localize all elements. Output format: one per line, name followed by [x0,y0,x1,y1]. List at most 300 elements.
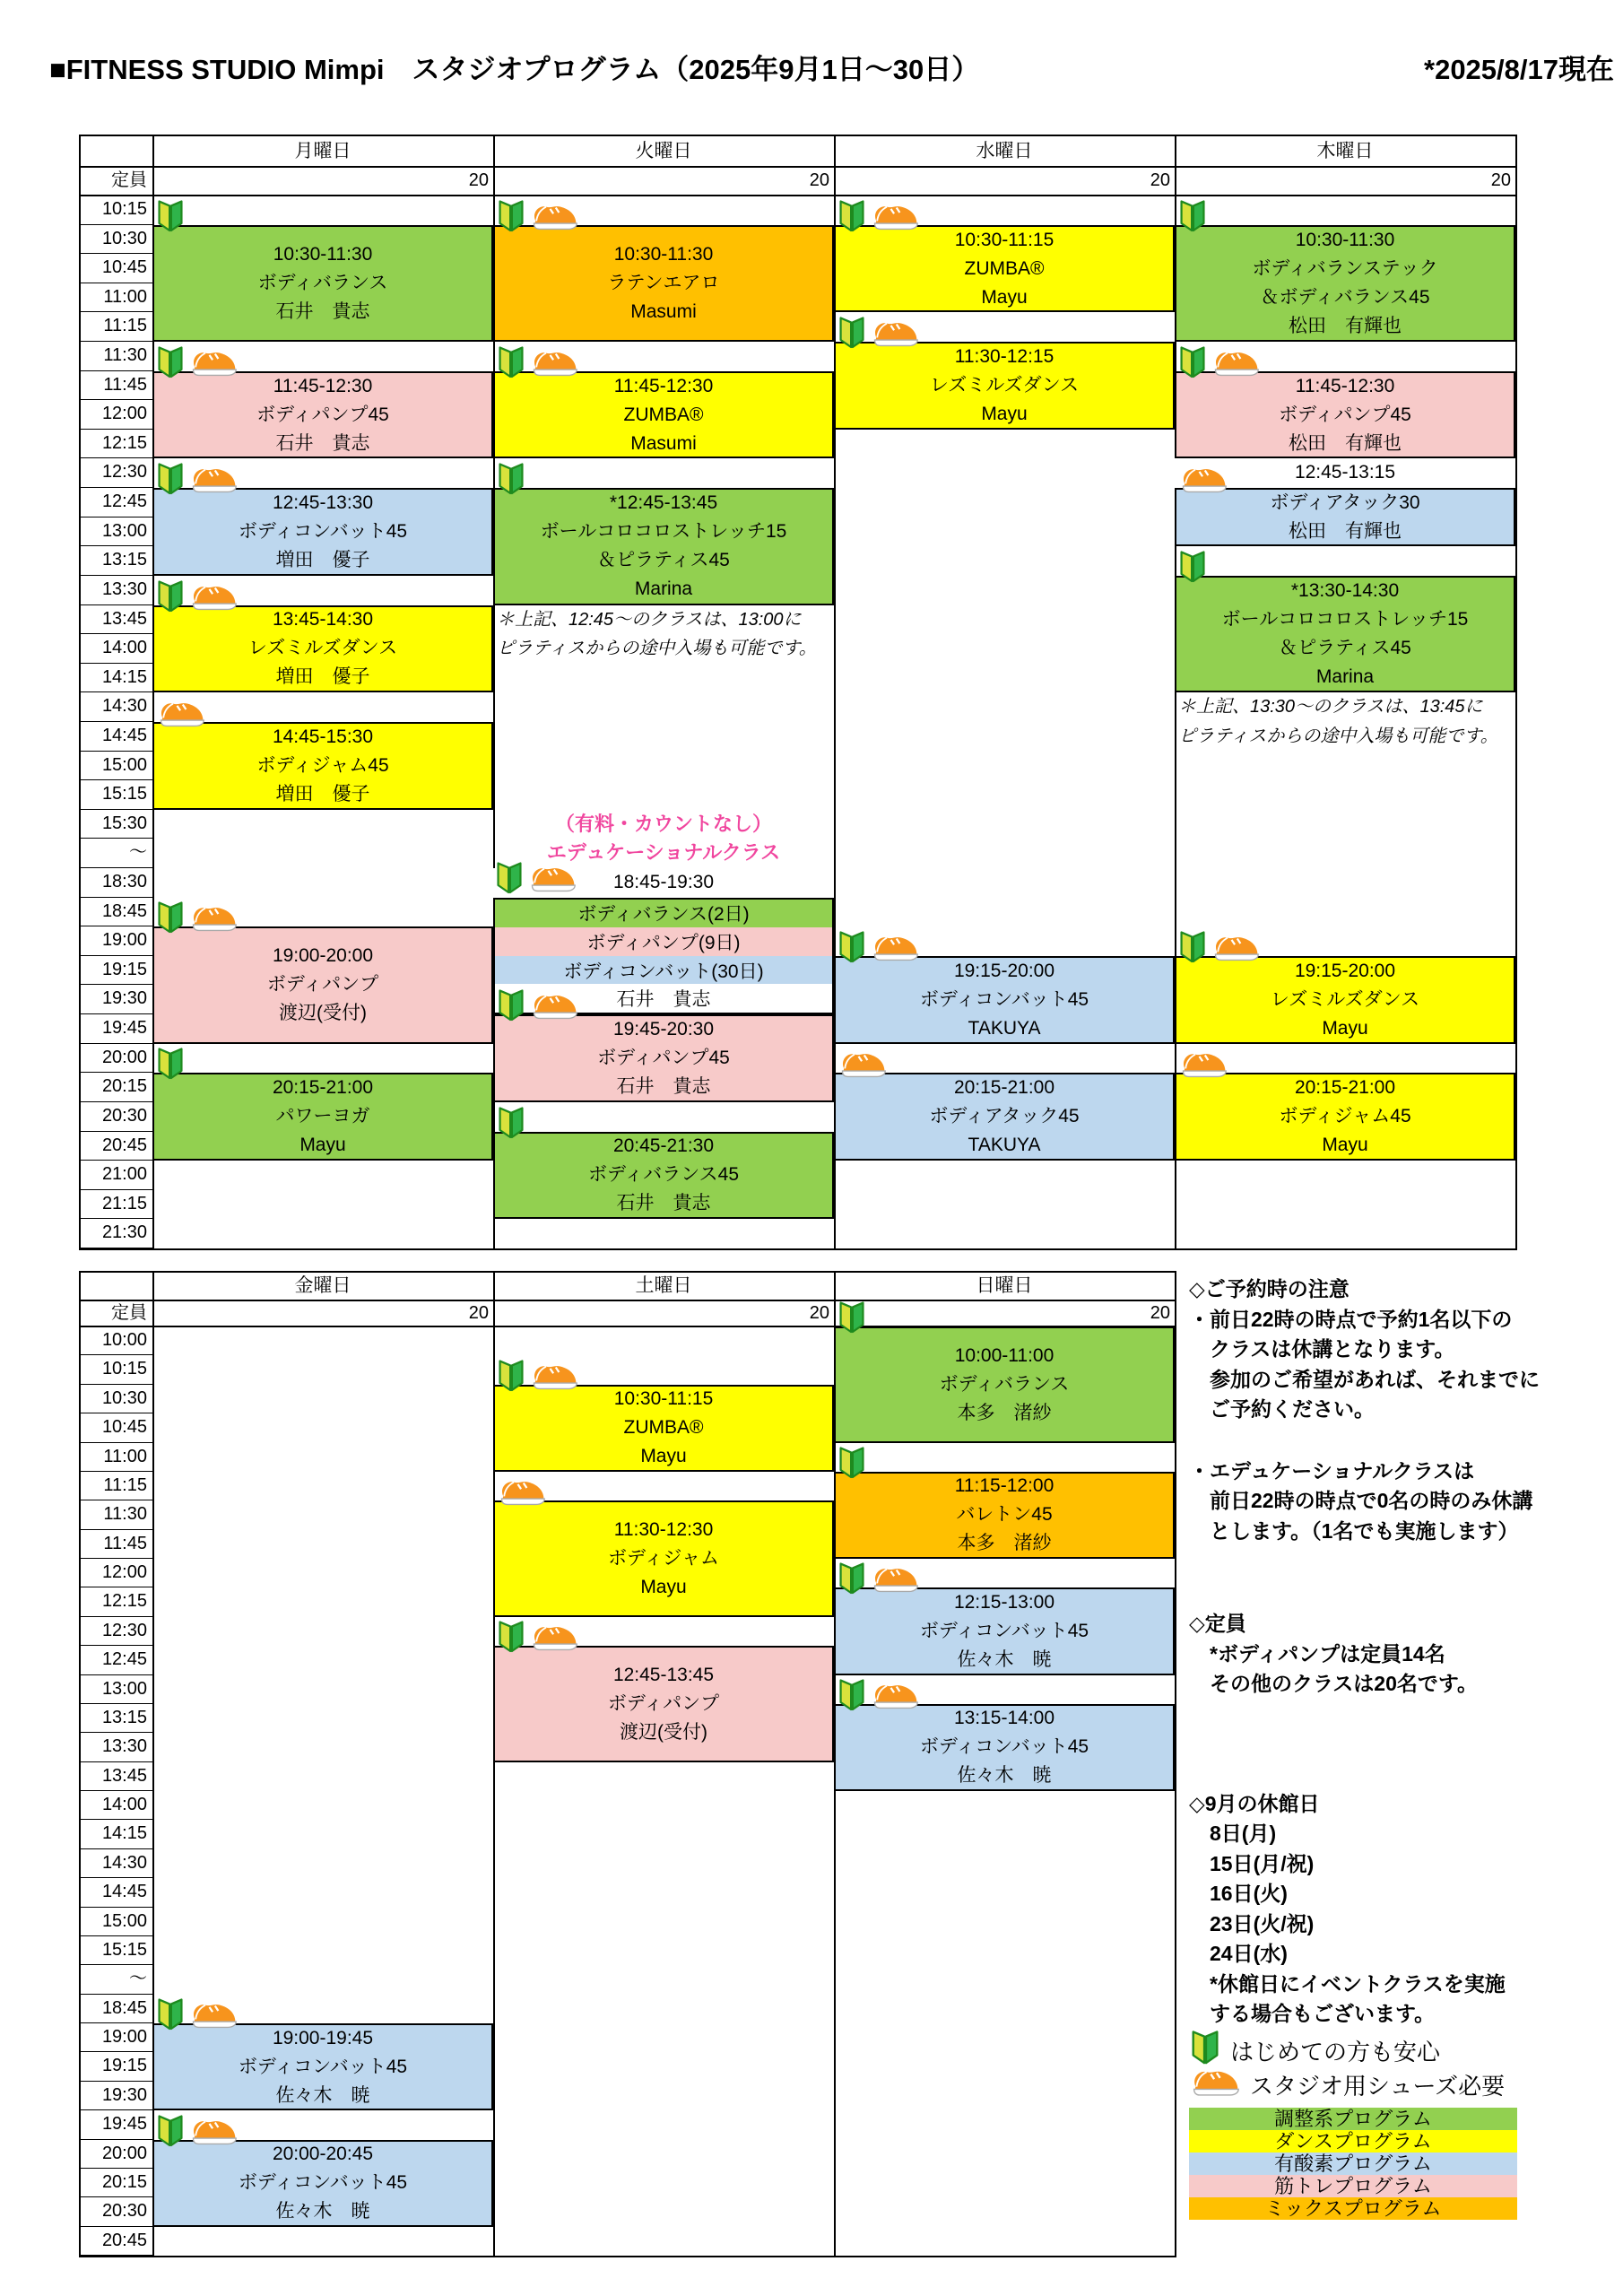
class-icons [156,580,239,618]
grid-note-line: ＊上記、13:30～のクラスは、13:45に [1178,697,1483,718]
class-name: ボディバランス [257,272,388,293]
class-name: パワーヨガ [275,1106,370,1127]
time-cell: 14:00 [81,634,152,664]
class-block [834,1073,1175,1161]
class-time: 13:15-14:00 [953,1708,1055,1729]
beginner-icon [838,200,866,238]
page-title [49,47,1614,87]
class-instructor: 佐々木 暁 [275,2201,370,2222]
time-cell: 20:45 [81,2227,152,2256]
beginner-icon [156,1998,185,2036]
shoe-icon [870,1679,920,1717]
class-block [1175,488,1515,546]
time-cell: 15:30 [81,810,152,839]
class-icons [838,1301,866,1339]
beginner-icon [497,1621,525,1658]
class-time: 10:30-11:15 [613,1388,714,1410]
class-time: 11:30-12:15 [954,345,1055,367]
note-line: クラスは休講となります。 [1189,1337,1455,1361]
shoe-icon [1211,346,1261,384]
note-line: ◇定員 [1189,1612,1246,1635]
time-cell: 11:45 [81,371,152,401]
time-cell: 12:30 [81,458,152,488]
time-cell: 20:00 [81,2140,152,2169]
class-time: 11:45-12:30 [273,375,373,396]
time-cell: 13:45 [81,605,152,635]
class-time: 13:45-14:30 [272,609,374,631]
time-cell: ～ [81,1965,152,1994]
class-icons [156,200,185,238]
class-icons [1178,551,1207,588]
beginner-icon [1178,931,1207,969]
class-name: ボディバランステック [1252,257,1438,279]
class-instructor: 増田 優子 [275,550,370,571]
title-date-note: *2025/8/17現在 [1424,54,1614,85]
note-line: その他のクラスは20名です。 [1189,1672,1479,1695]
class-time: 12:45-13:30 [272,492,374,514]
class-icons [838,200,920,238]
class-name: ボディパンプ [607,1692,720,1714]
edu-heading: エデュケーショナルクラス [546,841,781,865]
class-block [1175,225,1515,342]
beginner-icon [156,200,185,238]
capacity-value: 20 [1490,170,1511,190]
time-cell: 11:30 [81,1500,152,1529]
class-name: ボディバランス [939,1373,1070,1395]
class-name: ボディアタック30 [1270,491,1420,513]
class-instructor: Masumi [630,300,697,322]
beginner-icon [497,346,525,384]
time-cell: 21:15 [81,1190,152,1220]
class-instructor: 増田 優子 [275,666,370,688]
beginner-icon [497,1107,525,1144]
class-instructor: Mayu [640,1446,687,1467]
class-instructor: 松田 有輝也 [1289,315,1402,336]
edu-stripe: ボディコンバット(30日) [495,956,832,985]
note-line: *ボディパンプは定員14名 [1189,1641,1445,1665]
class-name: ボディコンバット45 [238,521,408,543]
class-name: ボディアタック45 [929,1106,1080,1127]
class-icons [1178,1048,1228,1085]
grid-note [1175,692,1515,751]
shoe-icon [188,1998,239,2036]
capacity-value: 20 [809,1303,829,1323]
class-name: ボディパンプ45 [256,404,389,425]
time-cell: 10:45 [81,254,152,283]
class-block [152,2023,493,2110]
beginner-icon [1178,346,1207,384]
time-cell: 19:00 [81,2023,152,2052]
time-cell: 11:30 [81,342,152,371]
time-cell: 10:15 [81,1355,152,1384]
class-instructor: 佐々木 暁 [275,2084,370,2106]
class-time: 20:15-21:00 [272,1077,374,1099]
time-cell: 13:30 [81,576,152,605]
class-instructor: 石井 貴志 [616,1193,711,1214]
class-name: ボディコンバット45 [919,988,1089,1010]
shoe-icon [529,1360,579,1397]
header-separator [81,166,1515,168]
class-block [152,2140,493,2227]
shoe-icon [188,463,239,500]
class-icons [838,1679,920,1717]
class-name: ボディジャム45 [1279,1106,1411,1127]
edu-stripe: ボディバランス(2日) [495,900,832,928]
class-instructor: Marina [1315,666,1375,688]
note-line: ◇ご予約時の注意 [1189,1277,1350,1300]
class-name: ボディパンプ45 [1279,404,1411,425]
class-name: ZUMBA® [623,1417,704,1439]
class-time: 20:45-21:30 [612,1135,715,1157]
legend-bar: 筋トレプログラム [1189,2175,1517,2197]
class-icons [497,1475,547,1513]
beginner-icon [156,2115,185,2152]
grid-note [493,605,834,664]
class-block [834,1704,1175,1791]
shoe-icon [188,2115,239,2152]
note-line: ・前日22時の時点で予約1名以下の [1189,1307,1513,1331]
time-cell: 20:30 [81,2197,152,2226]
note-line: *休館日にイベントクラスを実施 [1189,1971,1506,1996]
day-header: 土曜日 [635,1275,692,1296]
time-cell: 12:15 [81,430,152,459]
shoe-icon [497,1475,547,1513]
beginner-icon [156,901,185,939]
time-cell: 19:15 [81,956,152,986]
class-instructor: TAKUYA [968,1017,1041,1039]
class-icons [838,1447,866,1484]
class-instructor: 松田 有輝也 [1289,520,1402,542]
class-instructor: 石井 貴志 [275,300,370,322]
time-cell: 13:00 [81,1675,152,1704]
class-block [834,1587,1175,1674]
time-cell: 10:15 [81,196,152,225]
capacity-value: 20 [809,170,829,190]
day-header: 火曜日 [635,141,692,161]
class-block [152,722,493,810]
capacity-label: 定員 [111,1303,147,1323]
shoe-icon [1178,463,1228,500]
beginner-icon [497,463,525,500]
time-cell: 19:00 [81,926,152,956]
class-instructor: 本多 渚紗 [957,1533,1052,1554]
time-cell: 10:45 [81,1413,152,1442]
legend-bar: ダンスプログラム [1189,2130,1517,2152]
class-icons [838,931,920,969]
class-block [152,1073,493,1161]
shoe-icon [838,1048,888,1085]
legend-icon-text: スタジオ用シューズ必要 [1250,2073,1506,2100]
notes-section [1189,1609,1623,1700]
class-time: *12:45-13:45 [609,492,718,514]
capacity-value: 20 [468,1303,489,1323]
notes-section [1189,1274,1623,1425]
note-line: とします。（1名でも実施します） [1189,1518,1519,1543]
class-instructor: 増田 優子 [275,783,370,804]
shoe-icon [188,901,239,939]
legend-shoe-row [1189,2068,1623,2102]
class-icons [1178,200,1207,238]
shoe-icon [870,1562,920,1600]
class-instructor: Marina [634,578,693,600]
beginner-icon [1178,200,1207,238]
class-block [834,956,1175,1044]
shoe-icon [529,989,579,1027]
class-name: ボディコンバット45 [238,2172,408,2194]
class-icons [497,200,579,238]
class-time: 12:45-13:45 [612,1664,715,1685]
note-line: ご予約ください。 [1189,1397,1375,1421]
class-instructor: Mayu [299,1135,346,1156]
capacity-value: 20 [1150,170,1170,190]
class-time: 11:45-12:30 [613,375,714,396]
class-block [493,1385,834,1472]
title-text: ■FITNESS STUDIO Mimpi スタジオプログラム（2025年9月1日～30日） [49,54,980,85]
time-cell: 18:45 [81,898,152,927]
class-icons [497,989,579,1027]
beginner-icon [1178,551,1207,588]
time-cell: 14:45 [81,722,152,752]
class-instructor: TAKUYA [968,1135,1041,1156]
time-cell: 10:00 [81,1326,152,1355]
grid-note-line: ピラティスからの途中入場も可能です。 [497,639,817,659]
class-icons [156,2115,239,2152]
note-line: 8日(月) [1189,1822,1277,1845]
class-block [152,926,493,1043]
class-time: 12:45-13:15 [1175,458,1515,488]
legend-bar: 有酸素プログラム [1189,2152,1517,2175]
time-cell: 15:00 [81,1908,152,1936]
class-block [152,488,493,576]
class-icons [495,862,577,899]
beginner-icon [838,1301,866,1339]
class-time: 20:15-21:00 [1294,1077,1396,1099]
class-name: ボディコンバット45 [238,2056,408,2077]
class-time: 11:30-12:30 [613,1519,714,1540]
time-cell: 20:45 [81,1132,152,1161]
time-cell: 20:15 [81,1073,152,1102]
time-cell: 18:30 [81,868,152,898]
time-cell: 19:30 [81,985,152,1014]
class-icons [497,346,579,384]
shoe-icon [188,346,239,384]
class-instructor: 佐々木 暁 [957,1648,1052,1670]
class-name: レズミルズダンス [247,638,398,659]
class-icons [156,463,239,500]
note-line: 24日(水) [1189,1942,1288,1965]
shoe-icon [1189,2065,1241,2105]
grid-note-line: ピラティスからの途中入場も可能です。 [1178,726,1498,746]
edu-heading: （有料・カウントなし） [554,812,772,835]
beginner-icon [497,200,525,238]
class-icons [838,1562,920,1600]
time-cell: 19:15 [81,2052,152,2081]
time-cell: 12:45 [81,488,152,517]
time-cell: 13:45 [81,1762,152,1791]
class-time: 19:15-20:00 [953,960,1055,981]
class-instructor: Mayu [1322,1017,1368,1039]
beginner-icon [156,1048,185,1085]
capacity-label: 定員 [111,170,147,190]
shoe-icon [870,931,920,969]
time-cell: 14:30 [81,692,152,722]
note-line: 15日(月/祝) [1189,1851,1315,1875]
time-cell: 11:15 [81,1472,152,1500]
class-block [493,1500,834,1617]
class-block [493,1132,834,1220]
class-name: ボールコロコロストレッチ15 [1221,609,1469,631]
class-name: ＆ピラティス45 [1279,638,1411,659]
class-instructor: 松田 有輝也 [1289,432,1402,454]
time-cell: 19:45 [81,1014,152,1044]
time-cell: 10:30 [81,225,152,255]
class-time: 11:45-12:30 [1295,375,1395,396]
note-line: ・エデュケーショナルクラスは [1189,1458,1475,1483]
capacity-value: 20 [468,170,489,190]
class-name: レズミルズダンス [1270,988,1420,1010]
time-cell: 11:15 [81,312,152,342]
time-cell: 12:45 [81,1646,152,1674]
class-icons [838,317,920,354]
class-instructor: 渡辺(受付) [279,1003,367,1024]
legend-bars [1189,2108,1623,2220]
shoe-icon [1178,1048,1228,1085]
time-cell: 21:30 [81,1219,152,1248]
class-block [834,225,1175,313]
beginner-icon [838,1562,866,1600]
time-cell: 11:00 [81,283,152,313]
shoe-icon [870,200,920,238]
time-cell: 13:30 [81,1733,152,1761]
time-cell: 10:30 [81,1385,152,1413]
edu-stripe: 石井 貴志 [495,984,832,1013]
class-name: ラテンエアロ [607,272,720,293]
class-name: レズミルズダンス [929,374,1080,396]
class-icons [838,1048,888,1085]
class-icons [497,1107,525,1144]
class-block [493,371,834,459]
class-time: 20:15-21:00 [953,1077,1055,1099]
class-instructor: 石井 貴志 [275,432,370,454]
shoe-icon [529,200,579,238]
notes-panel [1189,1274,1623,2220]
class-block [834,1472,1175,1559]
class-time: 19:00-19:45 [272,2027,374,2048]
edu-stripe: ボディパンプ(9日) [495,927,832,956]
time-cell: 20:00 [81,1044,152,1074]
class-time: 10:00-11:00 [954,1344,1055,1366]
schedule-table-1 [79,135,1517,1250]
class-time: 19:15-20:00 [1294,960,1396,981]
time-cell: 20:15 [81,2169,152,2197]
beginner-icon [156,346,185,384]
class-instructor: 本多 渚紗 [957,1402,1052,1423]
shoe-icon [1211,931,1261,969]
shoe-icon [870,317,920,354]
class-icons [1178,463,1228,500]
day-header: 水曜日 [976,141,1033,161]
note-line: する場合もございます。 [1189,2002,1436,2025]
class-name: ZUMBA® [964,257,1045,279]
class-time: 19:45-20:30 [612,1019,715,1040]
class-name: ボディコンバット45 [919,1620,1089,1641]
class-name: ボディパンプ [266,974,379,996]
beginner-icon [495,862,524,899]
day-header: 月曜日 [294,141,352,161]
class-time: *13:30-14:30 [1290,580,1400,602]
class-instructor: 石井 貴志 [616,1076,711,1098]
time-cell: 15:15 [81,1936,152,1965]
time-cell: 13:00 [81,517,152,547]
note-line: 前日22時の時点で0名の時のみ休講 [1189,1489,1533,1512]
time-cell: 14:15 [81,1820,152,1848]
class-block [493,225,834,342]
beginner-icon [156,580,185,618]
class-block [493,1646,834,1762]
class-time: 10:30-11:15 [954,229,1055,250]
shoe-icon [529,346,579,384]
time-cell: 19:45 [81,2110,152,2139]
time-cell: 14:30 [81,1849,152,1878]
schedule-table-2 [79,1271,1176,2257]
legend-beginner-row [1189,2034,1623,2068]
time-cell: 13:15 [81,1704,152,1733]
class-block [152,371,493,459]
class-name: バレトン45 [956,1504,1053,1526]
class-time: 14:45-15:30 [272,726,374,747]
time-cell: 21:00 [81,1161,152,1190]
class-block [152,605,493,693]
capacity-value: 20 [1150,1303,1170,1323]
time-cell: 12:00 [81,400,152,430]
notes-section [1189,1457,1623,1547]
class-block [1175,371,1515,459]
class-time: 10:30-11:30 [1295,229,1395,250]
shoe-icon [527,862,577,899]
class-icons [497,463,525,500]
class-time: 10:30-11:30 [273,243,373,265]
day-header: 木曜日 [1316,141,1374,161]
time-cell: 19:30 [81,2082,152,2110]
class-icons [156,901,239,939]
class-icons [497,1360,579,1397]
time-cell: 14:00 [81,1791,152,1820]
shoe-icon [188,580,239,618]
class-instructor: 佐々木 暁 [957,1765,1052,1787]
class-name: ボールコロコロストレッチ15 [540,521,787,543]
legend-bar: 調整系プログラム [1189,2108,1517,2130]
class-name: ボディバランス45 [587,1164,740,1186]
class-time: 11:15-12:00 [954,1475,1055,1497]
beginner-icon [838,1447,866,1484]
class-instructor: Mayu [981,403,1028,424]
beginner-icon [838,1679,866,1717]
class-time: 10:30-11:30 [613,243,714,265]
class-instructor: 渡辺(受付) [620,1721,707,1743]
class-instructor: Mayu [981,286,1028,308]
beginner-icon [497,989,525,1027]
time-cell: 12:30 [81,1617,152,1646]
class-icons [1178,346,1261,384]
header-separator [81,1300,1175,1301]
edu-time: 18:45-19:30 [493,868,834,898]
class-name: ZUMBA® [623,404,704,425]
class-block [834,1326,1175,1443]
class-name: ボディジャム [608,1548,719,1569]
time-cell: 15:00 [81,752,152,781]
class-block [152,225,493,342]
class-name: ボディジャム45 [256,754,389,776]
